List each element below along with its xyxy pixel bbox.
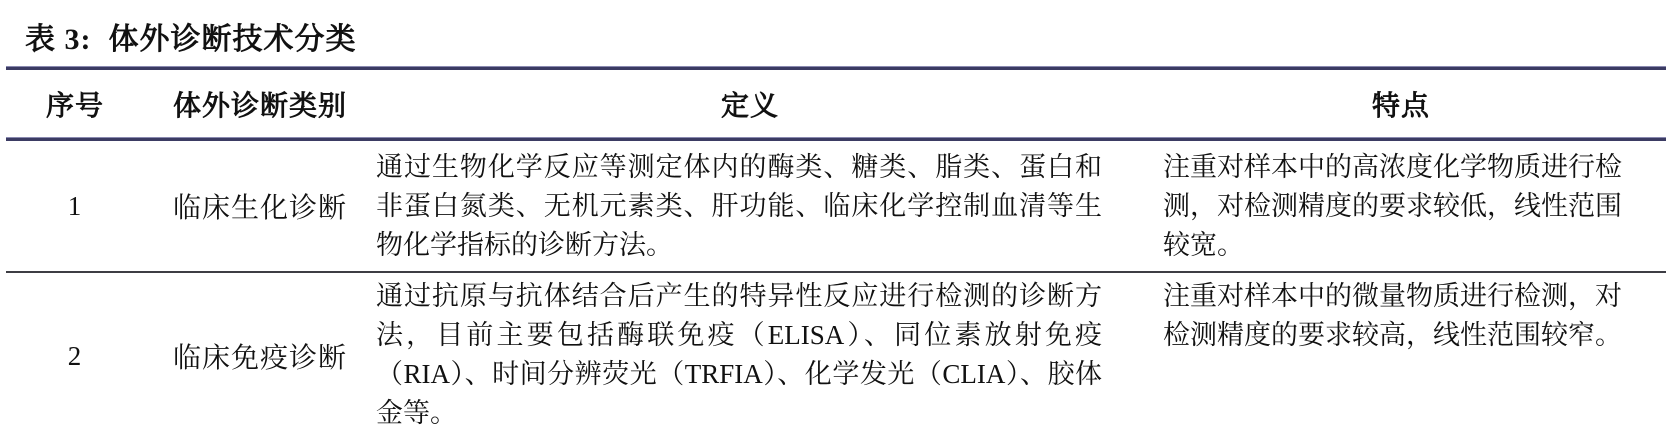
header-definition: 定义 bbox=[720, 90, 779, 122]
category-cell: 临床免疫诊断 bbox=[172, 343, 347, 374]
table-title: 表 3: 体外诊断技术分类 bbox=[25, 23, 357, 56]
table-title-block bbox=[0, 0, 1672, 66]
header-features: 特点 bbox=[1371, 90, 1430, 122]
header-category: 体外诊断类别 bbox=[172, 90, 347, 122]
row-number: 2 bbox=[67, 340, 83, 371]
table-row bbox=[0, 273, 1672, 439]
features-cell: 注重对样本中的微量物质进行检测，对检测精度的要求较高，线性范围较窄。 bbox=[1163, 281, 1622, 350]
row-number: 1 bbox=[67, 190, 83, 221]
definition-cell: 通过生物化学反应等测定体内的酶类、糖类、脂类、蛋白和非蛋白氮类、无机元素类、肝功能、临床化学控制血清等生物化学指标的诊断方法。 bbox=[376, 152, 1102, 260]
definition-cell: 通过抗原与抗体结合后产生的特异性反应进行检测的诊断方法，目前主要包括酶联免疫（ELISA）、同位素放射免疫（RIA）、时间分辨荧光（TRFIA）、化学发光（CLIA）、胶体金等。 bbox=[376, 281, 1102, 428]
table-header-row bbox=[0, 70, 1672, 137]
features-cell: 注重对样本中的高浓度化学物质进行检测，对检测精度的要求较低，线性范围较宽。 bbox=[1163, 152, 1622, 260]
table-row bbox=[0, 141, 1672, 271]
header-no: 序号 bbox=[45, 90, 104, 122]
category-cell: 临床生化诊断 bbox=[172, 193, 347, 224]
